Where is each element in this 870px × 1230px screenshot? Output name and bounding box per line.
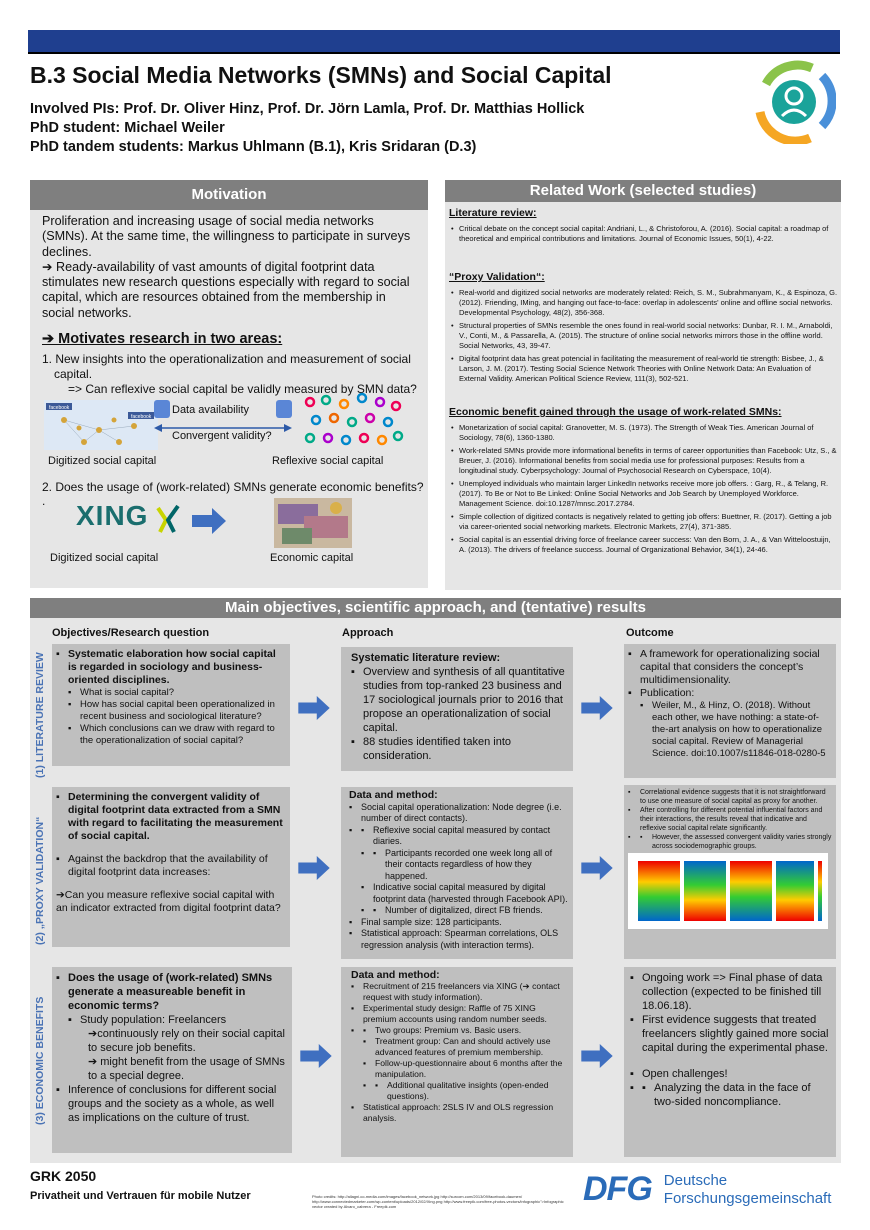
approach-3-groups: [351, 1025, 569, 1102]
footer-grk: GRK 2050: [30, 1168, 97, 1184]
objective-2-text: Determining the convergent validity of digital footprint data extracted from a SMN with regard to facilitating the measurement of social capital.: [68, 791, 283, 842]
objective-1a: ▪ What is social capital?: [68, 687, 286, 699]
top-divider: [28, 52, 840, 54]
row-label-economic: (3) ECONOMIC BENEFITS: [34, 996, 46, 1125]
objective-1b: ▪ How has social capital been operationalized in recent business and sociological literature?: [68, 699, 286, 723]
motivation-panel: [30, 180, 428, 588]
approach-2-heading: Data and method:: [349, 789, 438, 801]
dfg-line-1: Deutsche: [663, 1171, 728, 1189]
question-1: [42, 352, 420, 397]
approach-2-box: [341, 787, 573, 959]
footer-subtitle: Privatheit und Vertrauen für mobile Nutzer: [30, 1190, 251, 1202]
project-logo-icon: [752, 60, 836, 144]
objective-3b: ➔continuously rely on their social capital to secure job benefits.: [88, 1028, 285, 1054]
related-item: • Social capital is an essential driving force of freelance career success: Van den Born, J. A., & Van Witteloostuijn, A. (2013). The drivers of freelance success. Journal of Organizational Behavior, 34(1), 24-46.: [449, 535, 839, 555]
outcome-3-sub: [630, 1081, 830, 1109]
approach-2b: ▪ ▪ Reflexive social capital measured by contact diaries.: [361, 825, 569, 848]
motivation-p2: ➔ Ready-availability of vast amounts of digital footprint data stimulates new research questions especially with regard to social capital, which are resources obtained from the membership in social networks.: [42, 259, 410, 320]
xing-logo: XING: [76, 500, 149, 531]
outcome-2b: ▪ After controlling for different potential influential factors and their interactions, the results reveal that indicative and reflexive social capital relate significantly.: [628, 806, 832, 833]
related-item: • Critical debate on the concept social capital: Andriani, L., & Christoforou, A. (2016). Social capital: a roadmap of theoretical and empirical contributions and limitations. Journal of Economic Issues, 50(1), 4-22.: [449, 224, 839, 244]
outcome-1a: ▪ A framework for operationalizing social capital that considers the concept’s multidimensionality.: [628, 648, 832, 687]
objective-1: [56, 648, 286, 747]
caption-digitized: Digitized social capital: [48, 455, 157, 467]
outcome-1b-text: Publication:: [640, 687, 695, 699]
outcome-2a: ▪ Correlational evidence suggests that it is not straightforward to use one measure of social capital as proxy for another.: [628, 788, 832, 806]
objective-3a: ▪ Study population: Freelancers: [68, 1013, 288, 1027]
objective-2b: ▪ Against the backdrop that the availability of digital footprint data increases:: [56, 853, 286, 879]
approach-3b: ▪ Experimental study design: Raffle of 75 XING premium accounts using random number seeds.: [351, 1003, 569, 1025]
objective-2c: ➔Can you measure reflexive social capital with an indicator extracted from digital footprint data?: [56, 889, 281, 914]
question-2: 2. Does the usage of (work-related) SMNs generate economic benefits? .: [42, 480, 424, 508]
objective-2: [56, 791, 286, 843]
objective-3d: ▪ Inference of conclusions for different social groups and the society as a whole, as well as implications on the culture of trust.: [56, 1083, 288, 1125]
fb-tag-2: facebook: [131, 414, 152, 420]
outcome-2c: ▪ ▪ However, the assessed convergent validity varies strongly across sociodemographic groups.: [640, 833, 832, 851]
objective-1-box: [52, 644, 290, 766]
motivation-p1: Proliferation and increasing usage of social media networks (SMNs). At the same time, the willingness to participate in surveys declines.: [42, 214, 411, 259]
approach-2-fb: [361, 905, 569, 917]
objective-2-box: [52, 787, 290, 947]
outcome-3b: ▪ First evidence suggests that treated freelancers slightly gained more social capital during the experimental phase.: [630, 1013, 830, 1055]
objective-3c: ➔ might benefit from the usage of SMNs to a special degree.: [88, 1056, 285, 1082]
outcome-1c: ▪ Weiler, M., & Hinz, O. (2018). Without each other, we have nothing: a state-of-the-art analysis on how to operationalize social capital. Review of Managerial Science. doi:10.1007/s11846-018-0280-5: [640, 700, 832, 760]
label-convergent-validity: Convergent validity?: [172, 430, 272, 442]
approach-1-heading: Systematic literature review:: [351, 652, 501, 664]
approach-3g: ▪ Statistical approach: 2SLS IV and OLS regression analysis.: [351, 1102, 569, 1124]
page-title: B.3 Social Media Networks (SMNs) and Social Capital: [30, 62, 612, 88]
photo-credits: Photo credits: http://allagni.co-media.com/images/facebook_network.jpg http://surcom.com/2013/09/facebook-daumen/ http://www.connectedmarketer.com/wp-content/uploads/2012/02/Xing.png http://www.freepik.com/free-photos-vectors/infographic">Infographic vector created by Alvaro_cabrera - Freepik.com: [312, 1194, 564, 1209]
related-list-1: [449, 224, 839, 247]
outcome-3c: ▪ Open challenges!: [630, 1067, 830, 1081]
digitized-network-icon: [44, 400, 158, 450]
related-list-2: [449, 288, 839, 387]
approach-2c: ▪ ▪ Participants recorded one week long all of their contacts regardless of how they happened.: [373, 848, 569, 883]
main-header: Main objectives, scientific approach, and (tentative) results: [30, 598, 841, 618]
approach-2d: ▪ Indicative social capital measured by digital footprint data (harvested through Facebook API).: [361, 882, 569, 905]
arrow-right-icon: [581, 856, 613, 880]
caption-economic: Economic capital: [270, 552, 354, 564]
approach-2e: ▪ ▪ Number of digitalized, direct FB friends.: [373, 905, 569, 917]
approach-1a: ▪ Overview and synthesis of all quantitative studies from top-ranked 23 business and 17 sociological journals prior to 2016 that propose an operationalization of social capital.: [351, 665, 569, 735]
related-work-panel: [445, 180, 841, 590]
related-item: • Real-world and digitized social networks are moderately related: Reich, S. M., Subrahmanyam, K., & Espinoza, G. (2012). Friending, IMing, and hanging out face-to-face: overlap in adolescents' online and offline social networks. Developmental Psychology, 48(2), 356-368.: [449, 288, 839, 318]
approach-2-diaries: [361, 848, 569, 883]
arrow-right-icon: [298, 856, 330, 880]
related-h1: Literature review:: [449, 207, 537, 219]
dfg-mark: DFG: [583, 1170, 652, 1208]
outcome-3-box: [624, 967, 836, 1157]
approach-3-heading: Data and method:: [351, 969, 440, 981]
xing-x-icon: [154, 504, 182, 534]
phd-line: PhD student: Michael Weiler: [30, 120, 225, 136]
approach-2-reflexive: [349, 825, 569, 917]
outcome-3a: ▪ Ongoing work => Final phase of data collection (expected to be finished till 18.06.18).: [630, 971, 830, 1013]
outcome-2-sub: [628, 833, 832, 851]
fb-tag-1: facebook: [49, 405, 70, 411]
outcome-3d: ▪ ▪ Analyzing the data in the face of two-sided noncompliance.: [642, 1081, 830, 1109]
dfg-text: [664, 1172, 832, 1208]
money-icon: [274, 498, 352, 548]
approach-3-box: [341, 967, 573, 1157]
objective-3-text: Does the usage of (work-related) SMNs generate a measureable benefit in economic terms?: [68, 972, 273, 1012]
arrow-right-icon: [300, 1044, 332, 1068]
related-item: • Simple collection of digitized contacts is negatively related to getting job offers: Buettner, R. (2017). Getting a job via career-oriented social networking markets. Electronic Markets, 27(4), 371-385.: [449, 512, 839, 532]
label-data-availability: Data availability: [172, 404, 250, 416]
dfg-line-2: Forschungsgemeinschaft: [663, 1189, 832, 1207]
outcome-1-box: [624, 644, 836, 778]
related-item: • Unemployed individuals who maintain larger LinkedIn networks receive more job offers. : Garg, R., & Telang, R. (2017). To Be or Not to Be Linked: Online Social Networks and Job Search by Unemployed Workforce. Management Science. doi:10.1287/mnsc.2017.2784.: [449, 479, 839, 509]
related-h3: Economic benefit gained through the usage of work-related SMNs:: [449, 406, 782, 418]
related-h2: “Proxy Validation“:: [449, 271, 545, 283]
row-label-literature: (1) LITERATURE REVIEW: [34, 652, 46, 778]
objective-3: [56, 971, 288, 1083]
approach-3c: ▪ ▪ Two groups: Premium vs. Basic users.: [363, 1025, 569, 1036]
people-icons: [300, 392, 406, 450]
heatmap-figure: [628, 853, 828, 929]
related-item: • Work-related SMNs provide more informational benefits in terms of career opportunities than Facebook: Utz, S., & Breuer, J. (2016). Informational benefits from social media use for professional purposes: Results from a longitudinal study. Cyberpsychology: Journal of Psychosocial Research on Cyberspace, 10(4).: [449, 446, 839, 476]
related-header: Related Work (selected studies): [445, 180, 841, 202]
arrow-right-icon: [581, 696, 613, 720]
caption-reflexive: Reflexive social capital: [272, 455, 384, 467]
objective-1c: ▪ Which conclusions can we draw with regard to the operationalization of social capital?: [68, 723, 286, 747]
motivation-text: [42, 214, 420, 321]
approach-2g: ▪ Statistical approach: Spearman correlations, OLS regression analysis (with interaction terms).: [349, 928, 569, 951]
related-item: • Digital footprint data has great potencial in facilitating the measurement of real-world tie strength: Bisbee, J., & Larson, J. M. (2017). Testing Social Science Network Theories with Online Network Data: An Evaluation of External Validity. American Political Science Review, 111(3), 502-521.: [449, 354, 839, 384]
motivation-header: Motivation: [30, 180, 428, 210]
caption-digitized-2: Digitized social capital: [50, 552, 159, 564]
arrow-right-icon: [581, 1044, 613, 1068]
dfg-logo: [583, 1170, 831, 1209]
col-approach: Approach: [342, 627, 394, 639]
objective-3-box: [52, 967, 292, 1153]
approach-2a: ▪ Social capital operationalization: Node degree (i.e. number of direct contacts).: [349, 802, 569, 825]
related-list-3: [449, 423, 839, 558]
related-item: • Monetarization of social capital: Granovetter, M. S. (1973). The Strength of Weak Ties. American Journal of Sociology, 78(6), 1360-1380.: [449, 423, 839, 443]
approach-3e: ▪ Follow-up-questionnaire about 6 months after the manipulation.: [363, 1058, 569, 1080]
top-bar: [28, 30, 840, 52]
approach-2f: ▪ Final sample size: 128 participants.: [349, 917, 569, 929]
arrow-right-icon: [192, 508, 226, 534]
outcome-1b: [628, 687, 832, 760]
col-objectives: Objectives/Research question: [52, 627, 210, 639]
outcome-2-box: [624, 785, 836, 959]
people: [30, 100, 584, 157]
approach-3f: ▪ ▪ Additional qualitative insights (open-ended questions).: [375, 1080, 569, 1102]
pis-line: Involved PIs: Prof. Dr. Oliver Hinz, Prof. Dr. Jörn Lamla, Prof. Dr. Matthias Hollick: [30, 101, 585, 117]
objective-1-text: Systematic elaboration how social capital is regarded in sociology and business-oriented disciplines.: [68, 648, 276, 686]
tandem-line: PhD tandem students: Markus Uhlmann (B.1), Kris Sridaran (D.3): [30, 139, 477, 155]
q1-sub: => Can reflexive social capital be validly measured by SMN data?: [68, 382, 417, 396]
approach-1-box: [341, 647, 573, 771]
motivation-subheading: ➔ Motivates research in two areas:: [42, 331, 283, 347]
related-item: • Structural properties of SMNs resemble the ones found in real-world social networks: Dunbar, R. I. M., Arnaboldi, V., Conti, M., & Passarella, A. (2015). The structure of online social networks mirrors those in the offline world. Social Networks, 43, 39-47.: [449, 321, 839, 351]
row-label-proxy: (2) „PROXY VALIDATION“: [34, 816, 46, 945]
col-outcome: Outcome: [626, 627, 674, 639]
approach-1b: ▪ 88 studies identified taken into consideration.: [351, 735, 569, 763]
q1-text: 1. New insights into the operationalization and measurement of social capital.: [42, 352, 411, 381]
arrow-right-icon: [298, 696, 330, 720]
approach-3-qual: [363, 1080, 569, 1102]
approach-3a: ▪ Recruitment of 215 freelancers via XING (➔ contact request with study information).: [351, 981, 569, 1003]
approach-3d: ▪ Treatment group: Can and should actively use advanced features of premium membership.: [363, 1036, 569, 1058]
